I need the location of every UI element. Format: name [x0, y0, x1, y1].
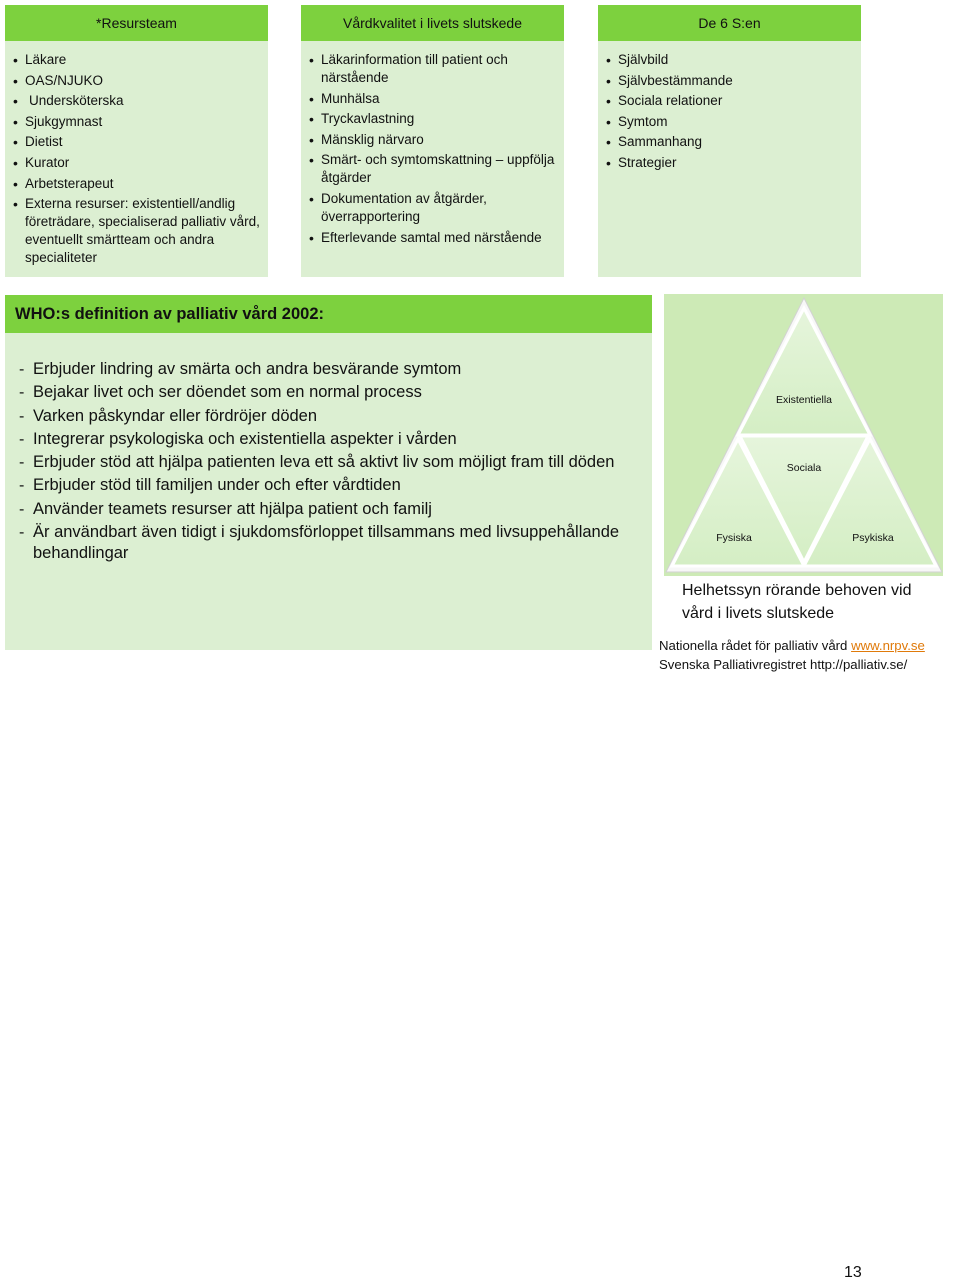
list-item: • Strategier: [606, 154, 853, 172]
reference-nrpv-text: Nationella rådet för palliativ vård: [659, 638, 852, 653]
list-item: - Erbjuder stöd till familjen under och efter vårdtiden: [13, 475, 644, 496]
list-item: • Arbetsterapeut: [13, 175, 260, 193]
list-item: • Efterlevande samtal med närstående: [309, 229, 556, 247]
list-item: • Dietist: [13, 133, 260, 151]
nrpv-link[interactable]: www.nrpv.se: [851, 638, 925, 653]
pyramid-label-top: Existentiella: [775, 394, 833, 406]
references: [659, 636, 959, 674]
pyramid-svg: [664, 294, 943, 576]
list-item: - Erbjuder lindring av smärta och andra besvärande symtom: [13, 359, 644, 380]
vardkvalitet-box: [301, 5, 564, 277]
holistic-pyramid-diagram: [664, 294, 943, 576]
list-item: • Självbestämmande: [606, 72, 853, 90]
who-title: WHO:s definition av palliativ vård 2002:: [5, 295, 652, 333]
resursteam-box: [5, 5, 268, 277]
list-item: • OAS/NJUKO: [13, 72, 260, 90]
list-item: • Självbild: [606, 51, 853, 69]
reference-nrpv: [659, 636, 959, 655]
pyramid-top-segment: [738, 308, 870, 435]
list-item: - Erbjuder stöd att hjälpa patienten leva ett så aktivt liv som möjligt fram till döden: [13, 452, 644, 473]
list-item: - Använder teamets resurser att hjälpa patient och familj: [13, 499, 644, 520]
pyramid-label-left: Fysiska: [716, 532, 752, 544]
pyramid-label-center: Sociala: [786, 462, 822, 474]
pyramid-caption: Helhetssyn rörande behoven vid vård i livets slutskede: [682, 582, 912, 622]
vardkvalitet-list: [301, 41, 564, 247]
list-item: • Symtom: [606, 113, 853, 131]
pyramid-label-right: Psykiska: [852, 532, 894, 544]
sex-s-box: [598, 5, 861, 277]
list-item: • Sociala relationer: [606, 92, 853, 110]
list-item: • Läkare: [13, 51, 260, 69]
list-item: • Smärt- och symtomskattning – uppfölja åtgärder: [309, 151, 556, 187]
list-item: • Sjukgymnast: [13, 113, 260, 131]
list-item: • Kurator: [13, 154, 260, 172]
resursteam-title: *Resursteam: [5, 5, 268, 41]
list-item: - Varken påskyndar eller fördröjer döden: [13, 406, 644, 427]
who-list: [5, 333, 652, 564]
sex-s-list: [598, 41, 861, 172]
list-item: - Bejakar livet och ser döendet som en normal process: [13, 382, 644, 403]
list-item: • Läkarinformation till patient och närstående: [309, 51, 556, 87]
list-item: • Externa resurser: existentiell/andlig företrädare, specialiserad palliativ vård, eventuellt smärtteam och andra specialiteter: [13, 195, 260, 267]
list-item: • Undersköterska: [13, 92, 260, 110]
list-item: - Är användbart även tidigt i sjukdomsförloppet tillsammans med livsuppehållande behandlingar: [13, 522, 644, 564]
list-item: • Mänsklig närvaro: [309, 131, 556, 149]
resursteam-list: [5, 41, 268, 267]
list-item: • Tryckavlastning: [309, 110, 556, 128]
list-item: • Munhälsa: [309, 90, 556, 108]
list-item: • Sammanhang: [606, 133, 853, 151]
list-item: - Integrerar psykologiska och existentiella aspekter i vården: [13, 429, 644, 450]
sex-s-title: De 6 S:en: [598, 5, 861, 41]
list-item: • Dokumentation av åtgärder, överrapportering: [309, 190, 556, 226]
reference-palliativregistret: Svenska Palliativregistret http://palliativ.se/: [659, 657, 908, 672]
who-definition-box: [5, 295, 652, 650]
vardkvalitet-title: Vårdkvalitet i livets slutskede: [301, 5, 564, 41]
page-number: 13: [844, 1264, 862, 1281]
